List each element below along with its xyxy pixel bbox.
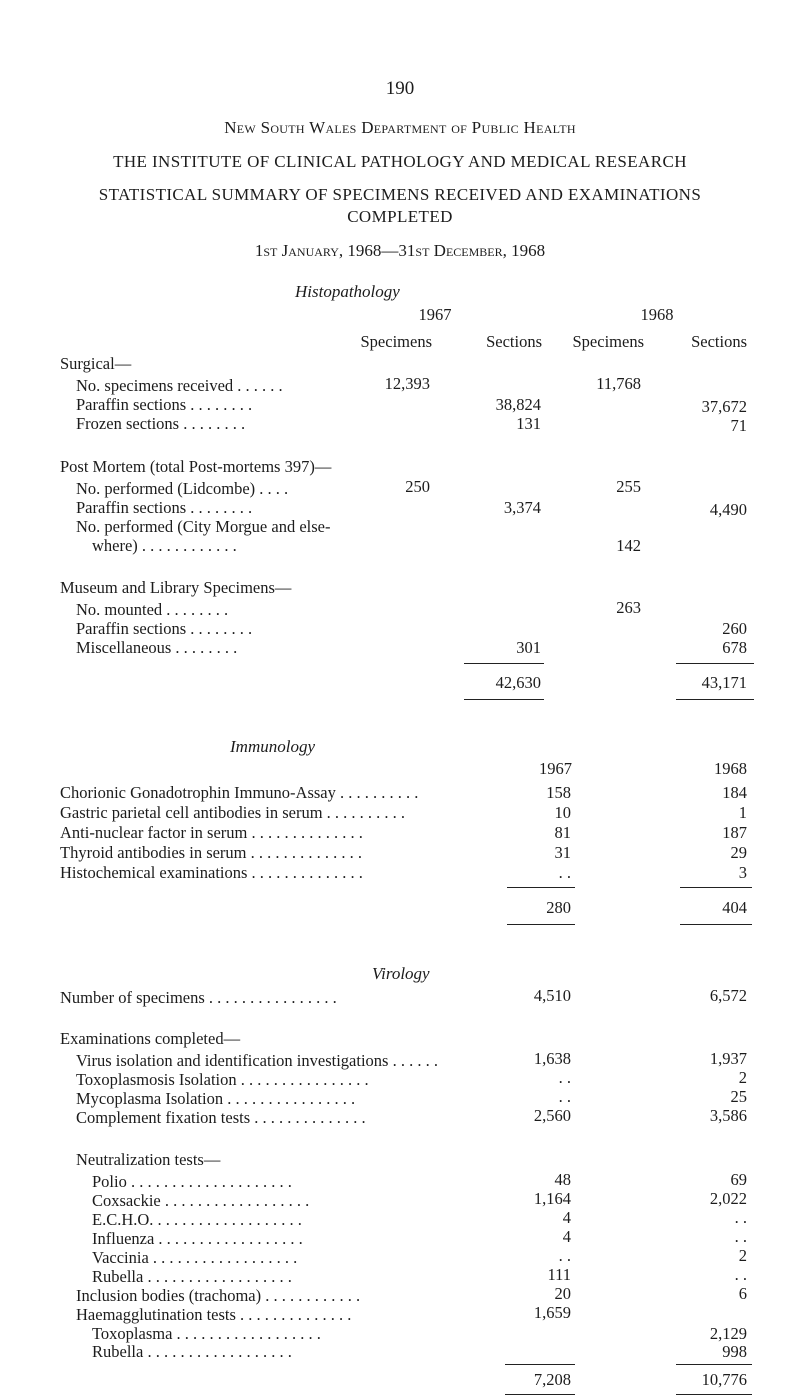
table-cell: 2,022 [709,1189,747,1208]
exam-row-label: Toxoplasmosis Isolation . . . . . . . . . . . . . . . . [76,1070,369,1089]
table-cell: 2 [738,1246,747,1265]
table-cell: 69 [730,1170,747,1189]
neutralization-heading: Neutralization tests— [76,1150,221,1169]
table-cell: 4,510 [533,986,571,1005]
immuno-row-label: Histochemical examinations . . . . . . . . . . . . . . [60,863,363,882]
neut-row-label: Inclusion bodies (trachoma) . . . . . . . . . . . . [76,1286,361,1305]
virology-total-underline-1967 [505,1394,575,1395]
table-cell: 1,638 [533,1049,571,1068]
table-cell: 48 [554,1170,571,1189]
table-cell: 998 [722,1342,747,1361]
histo-col-specimens-1968: Specimens [572,332,644,351]
neut-row-label: Rubella . . . . . . . . . . . . . . . . . . [92,1267,292,1286]
virology-total-underline-1968 [676,1394,752,1395]
surgical-frozen-label: Frozen sections . . . . . . . . [76,414,246,433]
neut-row-label: E.C.H.O. . . . . . . . . . . . . . . . . . . [92,1210,302,1229]
table-cell: 10 [554,803,571,822]
exam-row-label: Virus isolation and identification investigations . . . . . . [76,1051,438,1070]
table-cell: 6,572 [709,986,747,1005]
virology-total-1968: 10,776 [701,1370,747,1389]
table-cell: 3,586 [709,1106,747,1125]
institute-heading: THE INSTITUTE OF CLINICAL PATHOLOGY AND MEDICAL RESEARCH [113,152,687,171]
surgical-specimens-label: No. specimens received . . . . . . [76,376,283,395]
table-cell: 131 [516,414,541,433]
table-cell: 158 [546,783,571,802]
table-cell: . . [734,1208,747,1227]
post-mortem-heading: Post Mortem (total Post-mortems 397)— [60,457,332,476]
table-cell: 4 [562,1208,571,1227]
immuno-total-1967: 280 [546,898,571,917]
histo-total-1967: 42,630 [495,673,541,692]
table-cell: 37,672 [701,397,747,416]
pm-city-morgue-label-2: where) . . . . . . . . . . . . [92,536,237,555]
surgical-paraffin-label: Paraffin sections . . . . . . . . [76,395,253,414]
neut-row-label: Toxoplasma . . . . . . . . . . . . . . . . . . [92,1324,321,1343]
table-cell: . . [734,1227,747,1246]
histo-col-specimens-1967: Specimens [360,332,432,351]
exam-row-label: Complement fixation tests . . . . . . . . . . . . . . [76,1108,366,1127]
histo-col-sections-1968: Sections [691,332,747,351]
neut-row-label: Haemagglutination tests . . . . . . . . . . . . . . [76,1305,352,1324]
exam-row-label: Mycoplasma Isolation . . . . . . . . . . . . . . . . [76,1089,356,1108]
neut-row-label: Coxsackie . . . . . . . . . . . . . . . . . . [92,1191,310,1210]
table-cell: 2,560 [533,1106,571,1125]
table-cell: 301 [516,638,541,657]
histo-year-1967: 1967 [418,305,452,324]
histo-total-rule-1967 [464,663,544,664]
table-cell: 20 [554,1284,571,1303]
immuno-row-label: Chorionic Gonadotrophin Immuno-Assay . . . . . . . . . . [60,783,419,802]
table-cell: 25 [730,1087,747,1106]
immuno-total-underline-1967 [507,924,575,925]
table-cell: 4 [562,1227,571,1246]
table-cell: . . [558,863,571,882]
table-cell: 3 [738,863,747,882]
museum-misc-label: Miscellaneous . . . . . . . . [76,638,238,657]
table-cell: 1,937 [709,1049,747,1068]
histo-year-1968: 1968 [640,305,674,324]
pm-paraffin-label: Paraffin sections . . . . . . . . [76,498,253,517]
table-cell: 260 [722,619,747,638]
table-cell: 1,164 [533,1189,571,1208]
table-cell: 111 [547,1265,571,1284]
table-cell: . . [558,1087,571,1106]
summary-title-line-2: COMPLETED [347,207,453,226]
immuno-total-rule-1967 [507,887,575,888]
table-cell: . . [558,1068,571,1087]
immuno-total-1968: 404 [722,898,747,917]
museum-mounted-label: No. mounted . . . . . . . . [76,600,229,619]
immuno-year-1968: 1968 [714,759,747,778]
histo-total-underline-1968 [676,699,754,700]
histo-total-underline-1967 [464,699,544,700]
table-cell: 38,824 [495,395,541,414]
table-cell: . . [558,1246,571,1265]
table-cell: 184 [722,783,747,802]
table-cell: 81 [554,823,571,842]
museum-heading: Museum and Library Specimens— [60,578,292,597]
table-cell: 1,659 [533,1303,571,1322]
immuno-row-label: Anti-nuclear factor in serum . . . . . . . . . . . . . . [60,823,363,842]
table-cell: 678 [722,638,747,657]
table-cell: 12,393 [384,374,430,393]
surgical-heading: Surgical— [60,354,132,373]
table-cell: 187 [722,823,747,842]
table-cell: 250 [405,477,430,496]
histo-total-1968: 43,171 [701,673,747,692]
virology-total-rule-1967 [505,1364,575,1365]
table-cell: 2 [738,1068,747,1087]
table-cell: 31 [554,843,571,862]
table-cell: 71 [730,416,747,435]
table-cell: 29 [730,843,747,862]
pm-city-morgue-label-1: No. performed (City Morgue and else- [76,517,331,536]
museum-paraffin-label: Paraffin sections . . . . . . . . [76,619,253,638]
virology-total-1967: 7,208 [533,1370,571,1389]
table-cell: 142 [616,536,641,555]
virology-specimens-label: Number of specimens . . . . . . . . . . . . . . . . [60,988,337,1007]
neut-row-label: Rubella . . . . . . . . . . . . . . . . . . [92,1342,292,1361]
examinations-heading: Examinations completed— [60,1029,241,1048]
neut-row-label: Polio . . . . . . . . . . . . . . . . . . . . [92,1172,292,1191]
table-cell: . . [734,1265,747,1284]
neut-row-label: Influenza . . . . . . . . . . . . . . . . . . [92,1229,303,1248]
summary-title-line-1: STATISTICAL SUMMARY OF SPECIMENS RECEIVED AND EXAMINATIONS [98,185,702,204]
table-cell: 6 [738,1284,747,1303]
table-cell: 1 [738,803,747,822]
table-cell: 3,374 [503,498,541,517]
pm-lidcombe-label: No. performed (Lidcombe) . . . . [76,479,289,498]
table-cell: 255 [616,477,641,496]
immunology-title: Immunology [230,737,315,756]
immuno-total-underline-1968 [680,924,752,925]
immuno-row-label: Gastric parietal cell antibodies in serum . . . . . . . . . . [60,803,406,822]
table-cell: 4,490 [709,500,747,519]
table-cell: 2,129 [709,1324,747,1343]
table-cell: 11,768 [596,374,641,393]
immuno-row-label: Thyroid antibodies in serum . . . . . . . . . . . . . . [60,843,363,862]
immuno-year-1967: 1967 [539,759,572,778]
table-cell: 263 [616,598,641,617]
department-heading: New South Wales Department of Public Health [224,118,576,137]
histo-total-rule-1968 [676,663,754,664]
immuno-total-rule-1968 [680,887,752,888]
histo-col-sections-1967: Sections [486,332,542,351]
page-number: 190 [385,78,415,99]
neut-row-label: Vaccinia . . . . . . . . . . . . . . . . . . [92,1248,298,1267]
period-line: 1st January, 1968—31st December, 1968 [254,241,546,260]
virology-title: Virology [372,964,430,983]
virology-total-rule-1968 [676,1364,752,1365]
histopathology-title: Histopathology [295,282,400,301]
